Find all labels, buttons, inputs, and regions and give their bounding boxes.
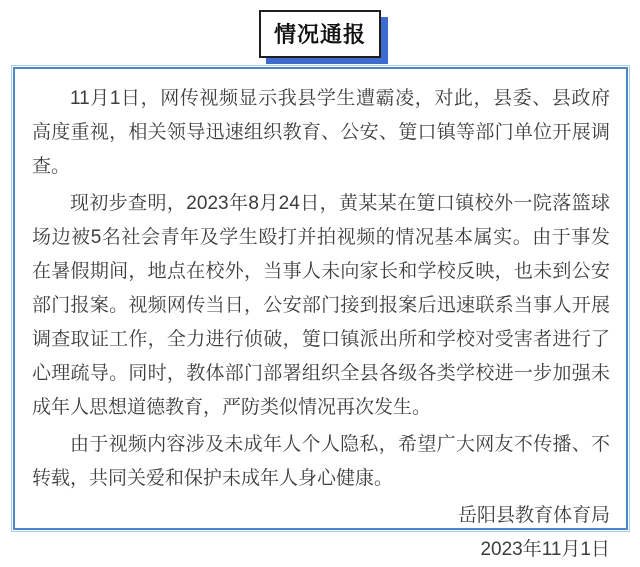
signature-org: 岳阳县教育体育局 bbox=[457, 505, 610, 526]
notice-body-box bbox=[13, 67, 628, 560]
notice-paragraph-1: 11月1日，网传视频显示我县学生遭霸凌，对此，县委、县政府高度重视，相关领导迅速组织教育、公安、筻口镇等部门单位开展调查。 bbox=[32, 88, 610, 177]
signature-date: 2023年11月1日 bbox=[480, 539, 610, 560]
notice-paragraph-2: 现初步查明，2023年8月24日，黄某某在筻口镇校外一院落篮球场边被5名社会青年及学生殴打并拍视频的情况基本属实。由于事发在暑假期间，地点在校外，当事人未向家长和学校反映，也未到公安部门报案。视频网传当日，公安部门接到报案后迅速联系当事人开展调查取证工作，全力进行侦破，筻口镇派出所和学校对受害者进行了心理疏导。同时，教体部门部署组织全县各级各类学校进一步加强未成年人思想道德教育，严防类似情况再次发生。 bbox=[32, 193, 610, 418]
title-badge-row bbox=[0, 0, 640, 57]
notice-paragraph-3: 由于视频内容涉及未成年人个人隐私，希望广大网友不传播、不转载，共同关爱和保护未成年人身心健康。 bbox=[32, 434, 610, 489]
title-badge bbox=[259, 10, 381, 57]
page-title: 情况通报 bbox=[259, 10, 381, 58]
signature-block bbox=[32, 499, 610, 567]
